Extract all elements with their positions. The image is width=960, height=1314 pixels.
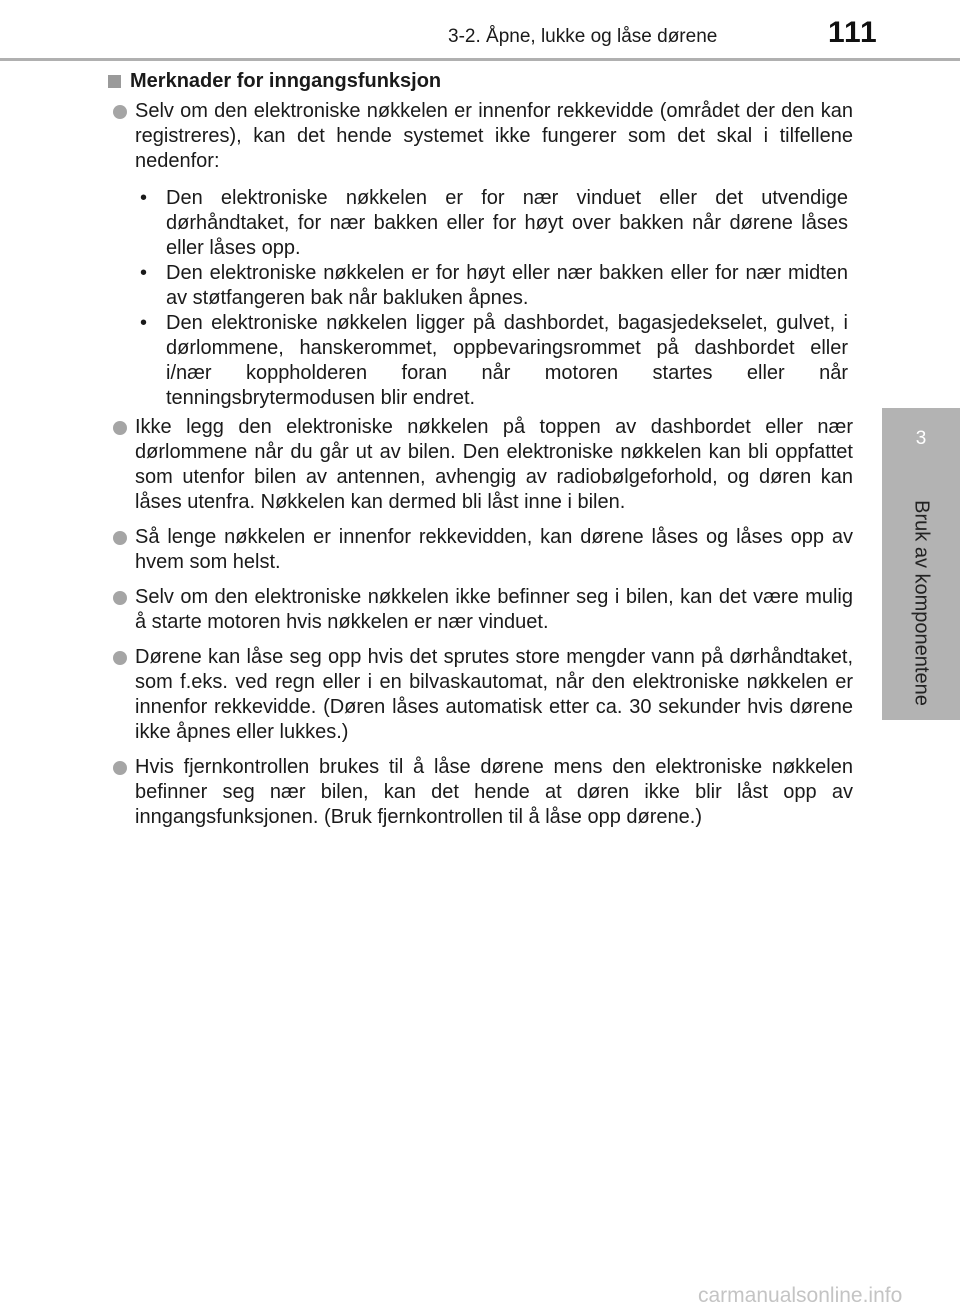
list-item-text: Ikke legg den elektroniske nøkkelen på toppen av dashbordet eller nær dørlommene når du går ut av bilen. Den elektroniske nøkkelen kan bli oppfattet som utenfor bilen av antennen, avhengig av radiobølgeforhold, og døren kan låses utenfra. Nøkkelen kan dermed bli låst inne i bilen. (135, 416, 853, 513)
dot-bullet-icon: • (140, 187, 148, 209)
circle-bullet-icon (113, 761, 127, 775)
section-heading (108, 70, 853, 93)
circle-bullet-icon (113, 105, 127, 119)
list-item-text: Dørene kan låse seg opp hvis det sprutes store mengder vann på dørhåndtaket, som f.eks. ved regn eller i en bilvaskautomat, når den elektroniske nøkkelen er innenfor rekkevidde. (Døren låses automatisk etter ca. 30 sekunder hvis dørene ikke åpnes eller lukkes.) (135, 646, 853, 743)
list-item-text: Selv om den elektroniske nøkkelen er innenfor rekkevidde (området der den kan registreres), kan det hende systemet ikke fungerer som det skal i tilfellene nedenfor: (135, 100, 853, 172)
dot-bullet-icon: • (140, 312, 148, 334)
section-heading-text: Merknader for inngangsfunksjon (130, 70, 442, 92)
sub-list-item (140, 261, 853, 311)
sub-list-item (140, 311, 853, 411)
circle-bullet-icon (113, 531, 127, 545)
dot-bullet-icon: • (140, 262, 148, 284)
page-number: 111 (828, 16, 878, 49)
list-item (108, 755, 853, 830)
circle-bullet-icon (113, 421, 127, 435)
list-item (108, 525, 853, 575)
watermark: carmanualsonline.info (698, 1284, 903, 1307)
list-item-text: Selv om den elektroniske nøkkelen ikke befinner seg i bilen, kan det være mulig å starte motoren hvis nøkkelen er nær vinduet. (135, 586, 853, 633)
list-item-text: Hvis fjernkontrollen brukes til å låse dørene mens den elektroniske nøkkelen befinner seg nær bilen, kan det hende at døren ikke blir låst opp av inngangsfunksjonen. (Bruk fjernkontrollen til å låse opp dørene.) (135, 756, 853, 828)
sub-list-item-text: Den elektroniske nøkkelen er for nær vinduet eller det utvendige dørhåndtaket, for nær bakken eller for høyt over bakken når dørene låses eller låses opp. (166, 187, 848, 259)
list-item (108, 99, 853, 174)
sub-list (108, 186, 853, 411)
circle-bullet-icon (113, 591, 127, 605)
page-header (0, 0, 960, 60)
list-item (108, 415, 853, 515)
sub-list-item-text: Den elektroniske nøkkelen ligger på dashbordet, bagasjedekselet, gulvet, i dørlommene, hanskerommet, oppbevaringsrommet på dashbordet eller i/nær koppholderen foran når motoren startes eller når tenningsbrytermodusen blir endret. (166, 312, 848, 409)
list-item (108, 645, 853, 745)
chapter-title: Bruk av komponentene (910, 500, 933, 706)
header-divider (0, 58, 960, 61)
list-item (108, 585, 853, 635)
section-title: 3-2. Åpne, lukke og låse dørene (448, 26, 718, 47)
sub-list-item (140, 186, 853, 261)
list-item-text: Så lenge nøkkelen er innenfor rekkevidden, kan dørene låses og låses opp av hvem som helst. (135, 526, 853, 573)
circle-bullet-icon (113, 651, 127, 665)
sub-list-item-text: Den elektroniske nøkkelen er for høyt eller nær bakken eller for nær midten av støtfangeren bak når bakluken åpnes. (166, 262, 848, 309)
main-content (108, 70, 853, 840)
chapter-number: 3 (915, 428, 927, 449)
square-bullet-icon (108, 75, 121, 88)
